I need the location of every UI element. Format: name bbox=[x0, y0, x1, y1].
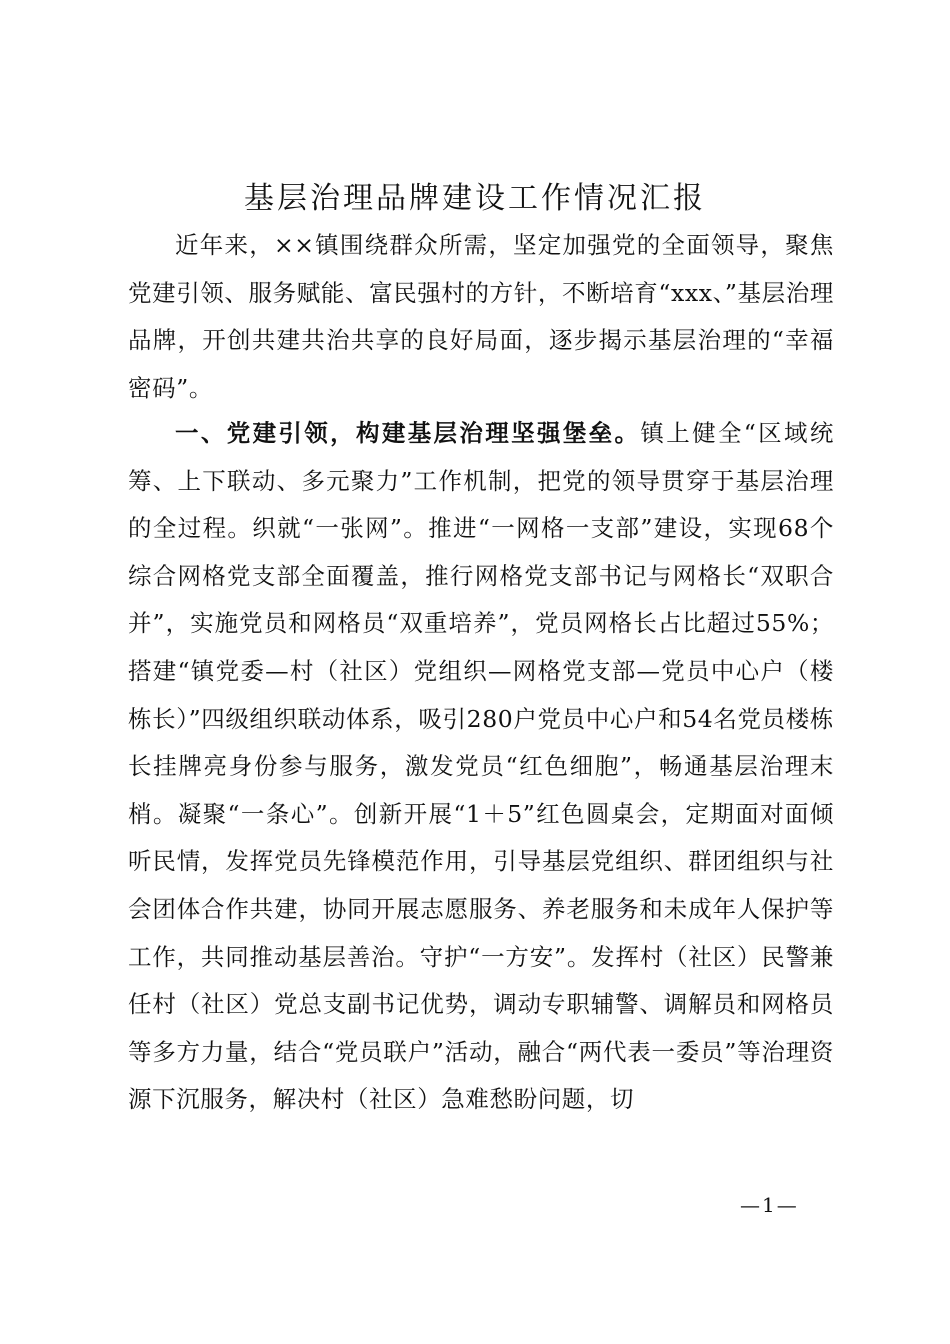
section-1-heading: 一、党建引领，构建基层治理坚强堡垒。 bbox=[175, 419, 641, 447]
section-1-paragraph bbox=[128, 410, 834, 1124]
intro-paragraph: 近年来，××镇围绕群众所需，坚定加强党的全面领导，聚焦党建引领、服务赋能、富民强村的方针，不断培育“xxx、”基层治理品牌，开创共建共治共享的良好局面，逐步揭示基层治理的“幸福密码”。 bbox=[128, 231, 834, 402]
document-title: 基层治理品牌建设工作情况汇报 bbox=[244, 181, 706, 216]
section-1-body: 镇上健全“区域统筹、上下联动、多元聚力”工作机制，把党的领导贯穿于基层治理的全过程。织就“一张网”。推进“一网格一支部”建设，实现68个综合网格党支部全面覆盖，推行网格党支部书记与网格长“双职合并”，实施党员和网格员“双重培养”，党员网格长占比超过55%；搭建“镇党委—村（社区）党组织—网格党支部—党员中心户（楼栋长）”四级组织联动体系，吸引280户党员中心户和54名党员楼栋长挂牌亮身份参与服务，激发党员“红色细胞”，畅通基层治理末梢。凝聚“一条心”。创新开展“1＋5”红色圆桌会，定期面对面倾听民情，发挥党员先锋模范作用，引导基层党组织、群团组织与社会团体合作共建，协同开展志愿服务、养老服务和未成年人保护等工作，共同推动基层善治。守护“一方安”。发挥村（社区）民警兼任村（社区）党总支副书记优势，调动专职辅警、调解员和网格员等多方力量，结合“党员联户”活动，融合“两代表一委员”等治理资源下沉服务，解决村（社区）急难愁盼问题，切 bbox=[128, 419, 834, 1114]
page-number: —1— bbox=[740, 1193, 799, 1217]
